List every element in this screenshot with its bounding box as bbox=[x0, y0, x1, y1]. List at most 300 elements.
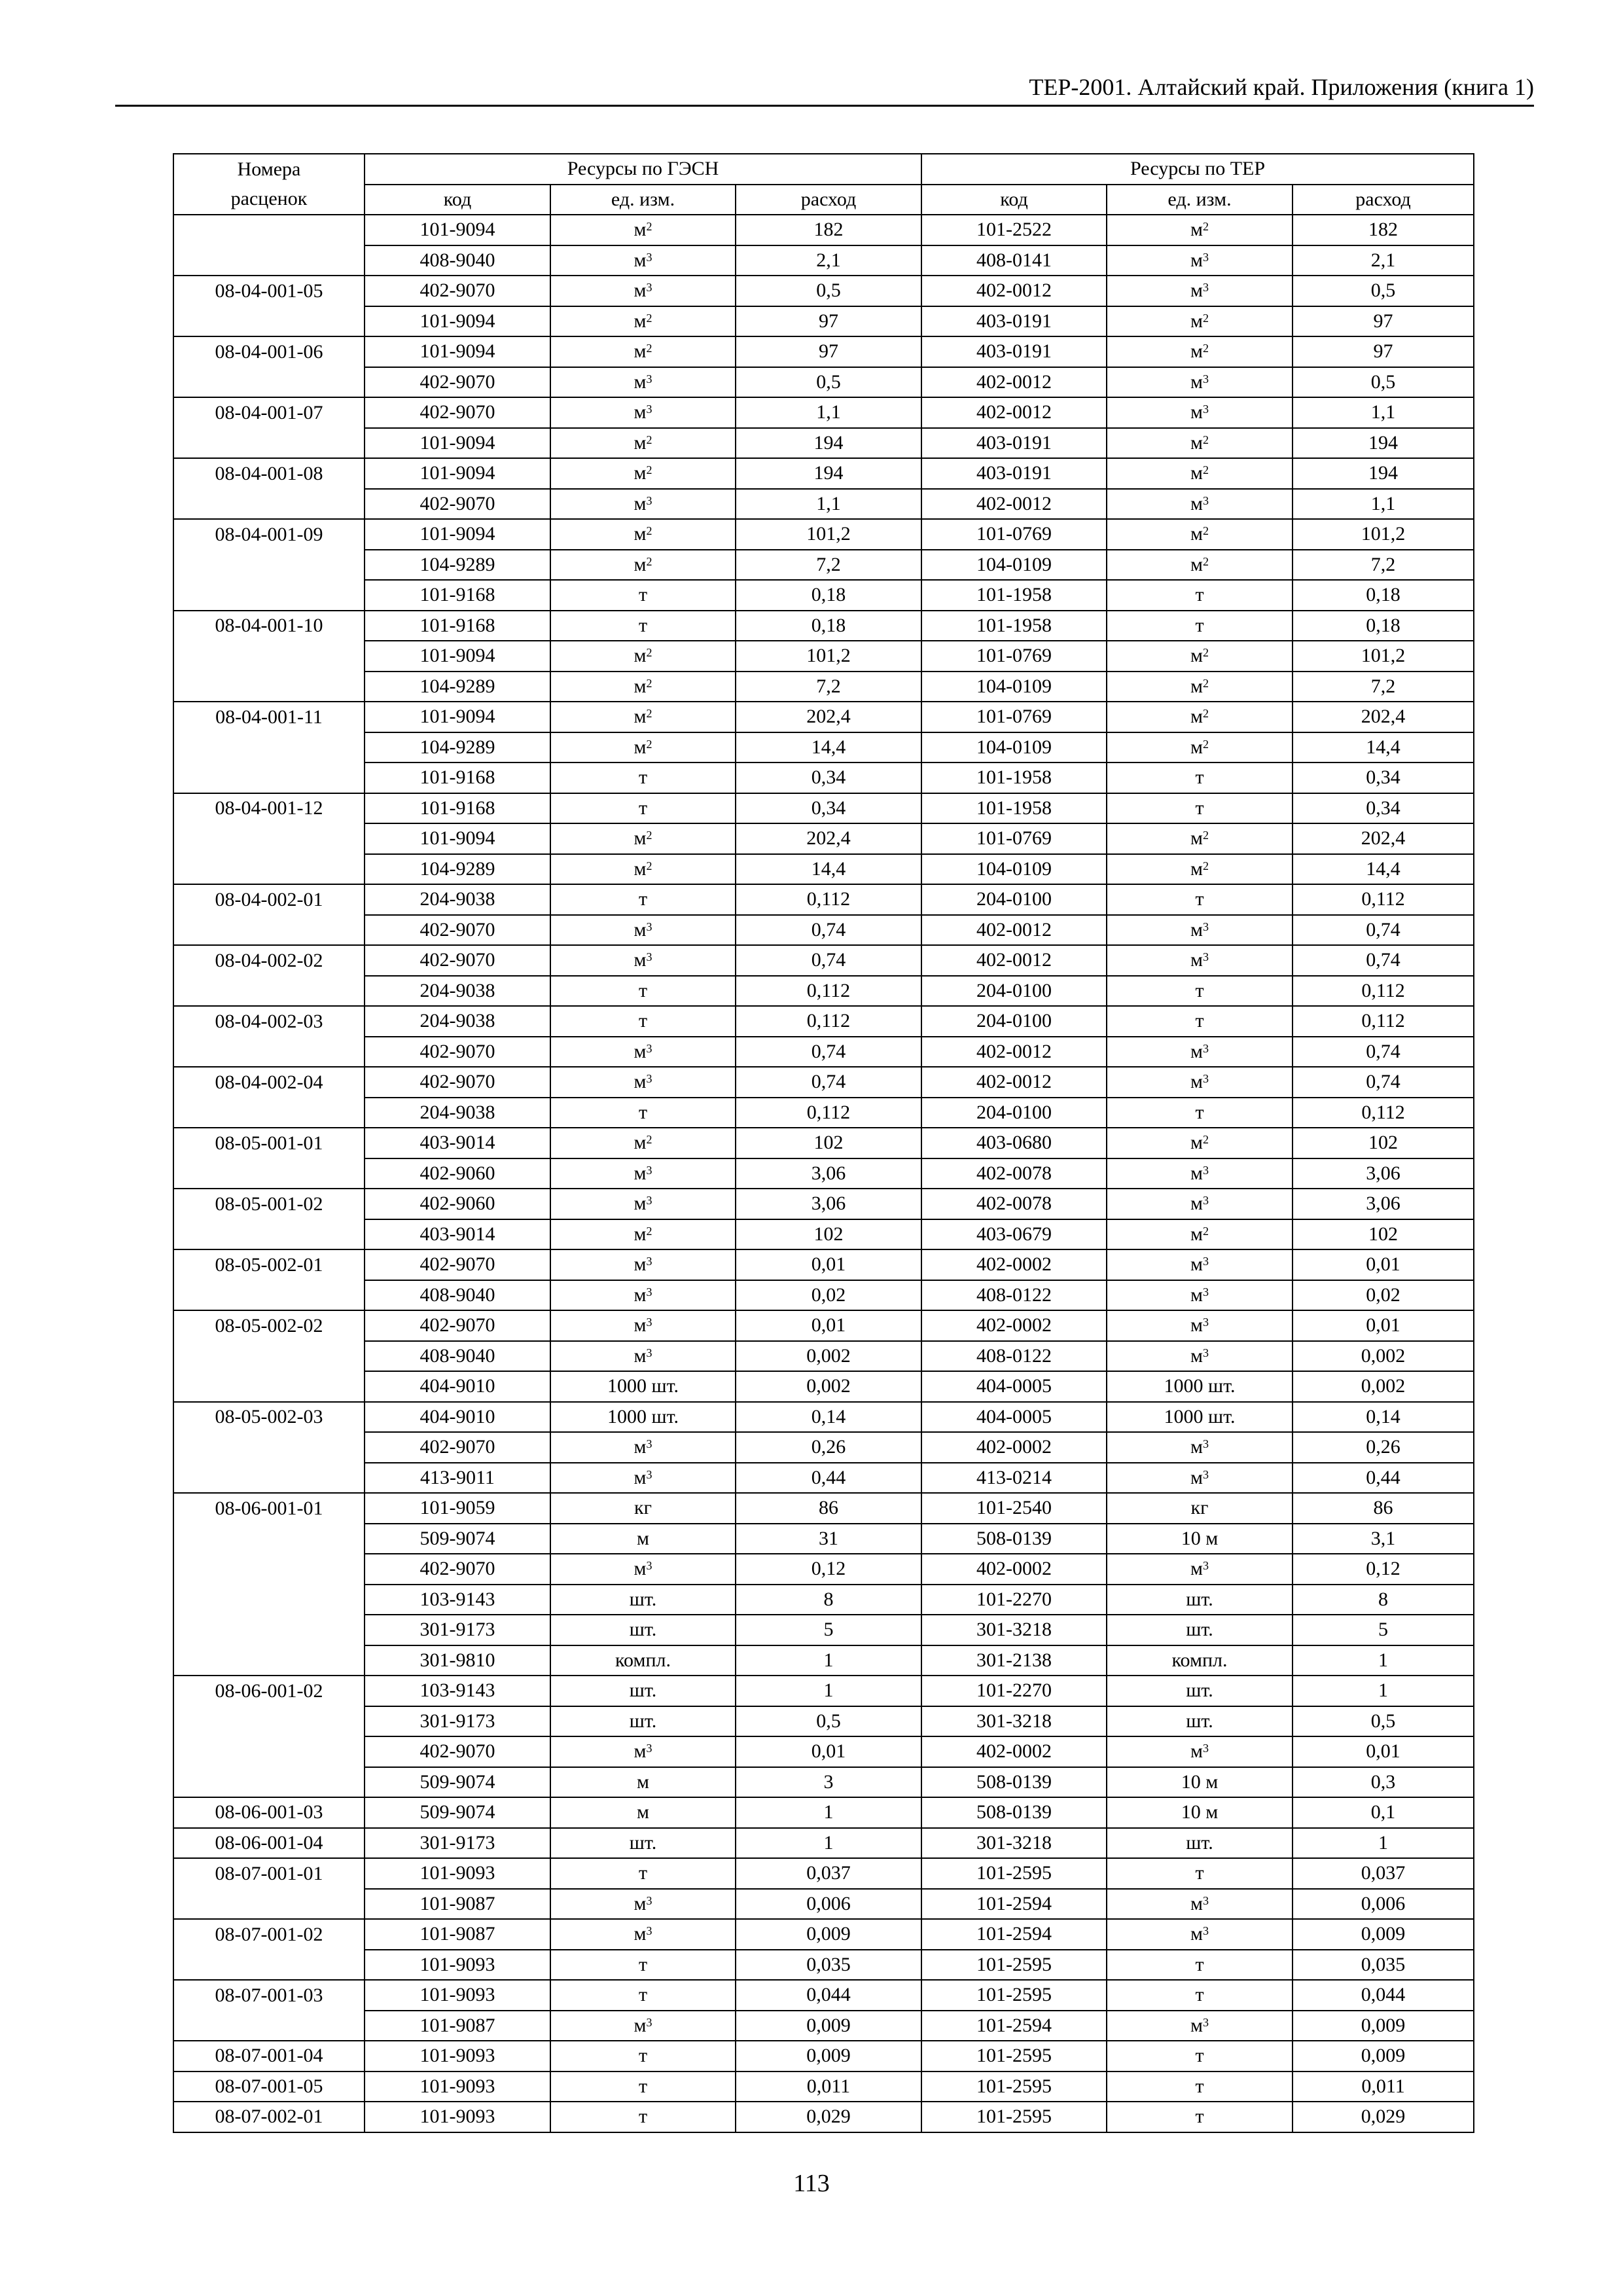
gesn-unit: $м^3$ bbox=[550, 1067, 736, 1098]
gesn-unit: $м^3$ bbox=[550, 245, 736, 276]
gesn-unit: т bbox=[550, 2102, 736, 2132]
gesn-unit: $м^3$ bbox=[550, 1158, 736, 1189]
ter-unit: компл. bbox=[1107, 1645, 1293, 1676]
gesn-code: 101-9094 bbox=[365, 336, 550, 367]
gesn-amount: 0,035 bbox=[736, 1950, 921, 1981]
ter-unit: т bbox=[1107, 1858, 1293, 1889]
gesn-unit: т bbox=[550, 2072, 736, 2102]
ter-unit: $м^3$ bbox=[1107, 1067, 1293, 1098]
gesn-amount: 0,12 bbox=[736, 1554, 921, 1585]
gesn-unit: $м^3$ bbox=[550, 945, 736, 976]
ter-amount: 0,18 bbox=[1293, 580, 1474, 611]
gesn-code: 101-9094 bbox=[365, 306, 550, 337]
gesn-amount: 0,029 bbox=[736, 2102, 921, 2132]
gesn-code: 509-9074 bbox=[365, 1797, 550, 1828]
ter-unit: $м^3$ bbox=[1107, 1037, 1293, 1067]
ter-code: 101-2594 bbox=[921, 1889, 1107, 1920]
gesn-unit: кг bbox=[550, 1493, 736, 1524]
rate-number bbox=[173, 1828, 365, 1859]
gesn-amount: 0,74 bbox=[736, 1067, 921, 1098]
table-row bbox=[173, 1858, 1474, 1889]
resources-table bbox=[173, 153, 1474, 2133]
gesn-unit: м bbox=[550, 1767, 736, 1798]
ter-code: 402-0012 bbox=[921, 489, 1107, 520]
rate-number bbox=[173, 1706, 365, 1737]
ter-unit: $м^2$ bbox=[1107, 306, 1293, 337]
gesn-unit: $м^3$ bbox=[550, 1554, 736, 1585]
ter-amount: 101,2 bbox=[1293, 519, 1474, 550]
table-row bbox=[173, 1615, 1474, 1645]
ter-unit: $м^3$ bbox=[1107, 1554, 1293, 1585]
gesn-unit: т bbox=[550, 793, 736, 824]
gesn-unit: шт. bbox=[550, 1585, 736, 1615]
table-row bbox=[173, 1310, 1474, 1341]
gesn-unit: $м^2$ bbox=[550, 672, 736, 702]
gesn-amount: 0,112 bbox=[736, 1006, 921, 1037]
rate-number bbox=[173, 1615, 365, 1645]
gesn-amount: 0,01 bbox=[736, 1310, 921, 1341]
ter-unit: $м^3$ bbox=[1107, 915, 1293, 946]
rate-number bbox=[173, 1067, 365, 1098]
ter-unit: $м^3$ bbox=[1107, 1463, 1293, 1494]
table-row bbox=[173, 306, 1474, 337]
ter-code: 101-0769 bbox=[921, 702, 1107, 732]
ter-unit: $м^3$ bbox=[1107, 1280, 1293, 1311]
gesn-amount: 0,112 bbox=[736, 976, 921, 1007]
table-row bbox=[173, 1341, 1474, 1372]
table-row bbox=[173, 336, 1474, 367]
gesn-amount: 0,5 bbox=[736, 367, 921, 398]
rate-number-text: 08-06-001-04 bbox=[215, 1831, 323, 1854]
gesn-amount: 97 bbox=[736, 336, 921, 367]
rate-number bbox=[173, 2041, 365, 2072]
header-rate-numbers-line1: Номера bbox=[237, 158, 301, 180]
table-row bbox=[173, 458, 1474, 489]
rate-number-text: 08-05-002-02 bbox=[215, 1314, 323, 1336]
gesn-code: 101-9093 bbox=[365, 2072, 550, 2102]
ter-amount: 1 bbox=[1293, 1676, 1474, 1706]
gesn-code: 402-9060 bbox=[365, 1158, 550, 1189]
gesn-unit: $м^2$ bbox=[550, 458, 736, 489]
ter-amount: 194 bbox=[1293, 428, 1474, 459]
ter-unit: шт. bbox=[1107, 1585, 1293, 1615]
rate-number bbox=[173, 2011, 365, 2041]
ter-unit: т bbox=[1107, 2102, 1293, 2132]
gesn-unit: м bbox=[550, 1797, 736, 1828]
ter-code: 101-2270 bbox=[921, 1585, 1107, 1615]
rate-number-text: 08-05-002-01 bbox=[215, 1253, 323, 1276]
ter-amount: 7,2 bbox=[1293, 672, 1474, 702]
table-row bbox=[173, 611, 1474, 641]
rate-number bbox=[173, 732, 365, 763]
gesn-code: 101-9168 bbox=[365, 793, 550, 824]
table-row bbox=[173, 1006, 1474, 1037]
ter-amount: 0,009 bbox=[1293, 2011, 1474, 2041]
ter-code: 101-2595 bbox=[921, 2072, 1107, 2102]
ter-unit: $м^2$ bbox=[1107, 823, 1293, 854]
gesn-amount: 0,74 bbox=[736, 915, 921, 946]
ter-amount: 8 bbox=[1293, 1585, 1474, 1615]
table-row bbox=[173, 1189, 1474, 1219]
ter-code: 402-0078 bbox=[921, 1189, 1107, 1219]
ter-code: 101-2595 bbox=[921, 2041, 1107, 2072]
ter-amount: 14,4 bbox=[1293, 732, 1474, 763]
gesn-code: 301-9810 bbox=[365, 1645, 550, 1676]
ter-amount: 1,1 bbox=[1293, 397, 1474, 428]
header-rate-numbers-line2: расценок bbox=[230, 188, 308, 210]
table-row bbox=[173, 823, 1474, 854]
table-row bbox=[173, 2011, 1474, 2041]
ter-amount: 5 bbox=[1293, 1615, 1474, 1645]
gesn-unit: $м^2$ bbox=[550, 215, 736, 245]
gesn-code: 408-9040 bbox=[365, 1341, 550, 1372]
gesn-code: 402-9070 bbox=[365, 915, 550, 946]
ter-unit: $м^3$ bbox=[1107, 489, 1293, 520]
rate-number-text: 08-04-002-02 bbox=[215, 949, 323, 971]
gesn-amount: 14,4 bbox=[736, 854, 921, 885]
gesn-unit: т bbox=[550, 1006, 736, 1037]
gesn-amount: 0,5 bbox=[736, 276, 921, 306]
ter-code: 402-0012 bbox=[921, 397, 1107, 428]
ter-code: 404-0005 bbox=[921, 1371, 1107, 1402]
rate-number-text: 08-04-001-06 bbox=[215, 340, 323, 363]
table-row bbox=[173, 1676, 1474, 1706]
gesn-code: 402-9070 bbox=[365, 1310, 550, 1341]
ter-amount: 0,002 bbox=[1293, 1341, 1474, 1372]
gesn-code: 101-9059 bbox=[365, 1493, 550, 1524]
table-row bbox=[173, 1128, 1474, 1158]
table-row bbox=[173, 397, 1474, 428]
ter-code: 403-0191 bbox=[921, 458, 1107, 489]
gesn-code: 402-9070 bbox=[365, 276, 550, 306]
table-row bbox=[173, 2102, 1474, 2132]
gesn-unit: $м^3$ bbox=[550, 1736, 736, 1767]
ter-code: 204-0100 bbox=[921, 1098, 1107, 1128]
page-header bbox=[115, 73, 1534, 107]
gesn-unit: $м^3$ bbox=[550, 1310, 736, 1341]
table-row bbox=[173, 1585, 1474, 1615]
header-ter-code: код bbox=[921, 185, 1107, 215]
gesn-code: 204-9038 bbox=[365, 884, 550, 915]
gesn-amount: 0,002 bbox=[736, 1371, 921, 1402]
table-row bbox=[173, 702, 1474, 732]
gesn-code: 403-9014 bbox=[365, 1219, 550, 1250]
gesn-amount: 3,06 bbox=[736, 1189, 921, 1219]
gesn-unit: т bbox=[550, 2041, 736, 2072]
rate-number-text: 08-07-002-01 bbox=[215, 2106, 323, 2128]
ter-unit: $м^2$ bbox=[1107, 732, 1293, 763]
ter-unit: $м^3$ bbox=[1107, 945, 1293, 976]
ter-code: 101-2595 bbox=[921, 1980, 1107, 2011]
gesn-amount: 97 bbox=[736, 306, 921, 337]
ter-unit: кг bbox=[1107, 1493, 1293, 1524]
table-row bbox=[173, 245, 1474, 276]
header-rate-numbers bbox=[173, 154, 365, 185]
table-row bbox=[173, 1249, 1474, 1280]
gesn-code: 408-9040 bbox=[365, 245, 550, 276]
rate-number bbox=[173, 1493, 365, 1524]
rate-number bbox=[173, 823, 365, 854]
ter-unit: $м^3$ bbox=[1107, 1189, 1293, 1219]
ter-unit: $м^2$ bbox=[1107, 458, 1293, 489]
gesn-amount: 0,34 bbox=[736, 762, 921, 793]
gesn-unit: $м^3$ bbox=[550, 1919, 736, 1950]
rate-number bbox=[173, 306, 365, 337]
gesn-amount: 0,009 bbox=[736, 2011, 921, 2041]
rate-number bbox=[173, 1432, 365, 1463]
gesn-unit: т bbox=[550, 1858, 736, 1889]
ter-amount: 0,3 bbox=[1293, 1767, 1474, 1798]
ter-code: 508-0139 bbox=[921, 1767, 1107, 1798]
ter-code: 508-0139 bbox=[921, 1524, 1107, 1554]
gesn-unit: $м^2$ bbox=[550, 641, 736, 672]
table-body bbox=[173, 215, 1474, 2132]
ter-amount: 2,1 bbox=[1293, 245, 1474, 276]
ter-code: 402-0012 bbox=[921, 276, 1107, 306]
gesn-amount: 1 bbox=[736, 1645, 921, 1676]
ter-unit: т bbox=[1107, 611, 1293, 641]
gesn-unit: $м^2$ bbox=[550, 336, 736, 367]
rate-number bbox=[173, 397, 365, 428]
gesn-code: 402-9070 bbox=[365, 1249, 550, 1280]
ter-amount: 202,4 bbox=[1293, 823, 1474, 854]
header-title: ТЕР-2001. Алтайский край. Приложения (книга 1) bbox=[1029, 74, 1534, 100]
table-row bbox=[173, 1767, 1474, 1798]
header-ter-amount: расход bbox=[1293, 185, 1474, 215]
header-ter-group: Ресурсы по ТЕР bbox=[921, 154, 1474, 185]
ter-unit: 10 м bbox=[1107, 1767, 1293, 1798]
ter-code: 403-0191 bbox=[921, 428, 1107, 459]
gesn-amount: 8 bbox=[736, 1585, 921, 1615]
gesn-amount: 102 bbox=[736, 1219, 921, 1250]
table-row bbox=[173, 1980, 1474, 2011]
gesn-unit: $м^3$ bbox=[550, 489, 736, 520]
gesn-amount: 0,009 bbox=[736, 2041, 921, 2072]
table-row bbox=[173, 1219, 1474, 1250]
gesn-unit: $м^2$ bbox=[550, 1128, 736, 1158]
gesn-unit: $м^2$ bbox=[550, 732, 736, 763]
gesn-code: 402-9060 bbox=[365, 1189, 550, 1219]
table-row bbox=[173, 580, 1474, 611]
ter-code: 301-3218 bbox=[921, 1615, 1107, 1645]
ter-amount: 0,006 bbox=[1293, 1889, 1474, 1920]
rate-number-text: 08-06-001-03 bbox=[215, 1801, 323, 1823]
gesn-unit: т bbox=[550, 976, 736, 1007]
rate-number-text: 08-04-002-03 bbox=[215, 1010, 323, 1032]
ter-code: 408-0122 bbox=[921, 1280, 1107, 1311]
gesn-code: 408-9040 bbox=[365, 1280, 550, 1311]
rate-number bbox=[173, 2072, 365, 2102]
gesn-code: 402-9070 bbox=[365, 489, 550, 520]
header-rate-numbers-2 bbox=[173, 185, 365, 215]
rate-number bbox=[173, 915, 365, 946]
table-row bbox=[173, 276, 1474, 306]
table-row bbox=[173, 1432, 1474, 1463]
gesn-code: 402-9070 bbox=[365, 1067, 550, 1098]
gesn-code: 204-9038 bbox=[365, 976, 550, 1007]
gesn-code: 101-9094 bbox=[365, 215, 550, 245]
rate-number bbox=[173, 1950, 365, 1981]
ter-amount: 0,74 bbox=[1293, 915, 1474, 946]
table-row bbox=[173, 367, 1474, 398]
rate-number bbox=[173, 336, 365, 367]
ter-amount: 0,044 bbox=[1293, 1980, 1474, 2011]
gesn-code: 101-9087 bbox=[365, 1889, 550, 1920]
ter-unit: $м^2$ bbox=[1107, 215, 1293, 245]
gesn-unit: шт. bbox=[550, 1828, 736, 1859]
ter-code: 204-0100 bbox=[921, 976, 1107, 1007]
ter-amount: 0,02 bbox=[1293, 1280, 1474, 1311]
gesn-amount: 101,2 bbox=[736, 519, 921, 550]
page-number: 113 bbox=[793, 2170, 830, 2197]
gesn-amount: 101,2 bbox=[736, 641, 921, 672]
table-row bbox=[173, 1037, 1474, 1067]
ter-amount: 0,01 bbox=[1293, 1310, 1474, 1341]
ter-code: 101-0769 bbox=[921, 823, 1107, 854]
ter-unit: т bbox=[1107, 1006, 1293, 1037]
ter-unit: $м^3$ bbox=[1107, 1310, 1293, 1341]
rate-number bbox=[173, 519, 365, 550]
rate-number-text: 08-04-001-09 bbox=[215, 523, 323, 545]
gesn-code: 101-9087 bbox=[365, 2011, 550, 2041]
gesn-amount: 202,4 bbox=[736, 702, 921, 732]
ter-amount: 97 bbox=[1293, 336, 1474, 367]
rate-number bbox=[173, 1524, 365, 1554]
ter-code: 104-0109 bbox=[921, 550, 1107, 581]
ter-code: 204-0100 bbox=[921, 1006, 1107, 1037]
ter-unit: $м^3$ bbox=[1107, 1158, 1293, 1189]
ter-amount: 0,14 bbox=[1293, 1402, 1474, 1433]
ter-amount: 0,112 bbox=[1293, 976, 1474, 1007]
ter-code: 101-2522 bbox=[921, 215, 1107, 245]
gesn-amount: 0,002 bbox=[736, 1341, 921, 1372]
ter-code: 402-0012 bbox=[921, 1067, 1107, 1098]
table-row bbox=[173, 915, 1474, 946]
ter-unit: 1000 шт. bbox=[1107, 1371, 1293, 1402]
ter-unit: т bbox=[1107, 1950, 1293, 1981]
rate-number bbox=[173, 2102, 365, 2132]
rate-number bbox=[173, 1919, 365, 1950]
rate-number bbox=[173, 1006, 365, 1037]
ter-code: 301-2138 bbox=[921, 1645, 1107, 1676]
gesn-unit: т bbox=[550, 1098, 736, 1128]
rate-number bbox=[173, 1585, 365, 1615]
ter-amount: 101,2 bbox=[1293, 641, 1474, 672]
gesn-amount: 5 bbox=[736, 1615, 921, 1645]
gesn-unit: компл. bbox=[550, 1645, 736, 1676]
ter-amount: 202,4 bbox=[1293, 702, 1474, 732]
ter-amount: 0,112 bbox=[1293, 884, 1474, 915]
gesn-amount: 0,112 bbox=[736, 1098, 921, 1128]
gesn-unit: т bbox=[550, 1950, 736, 1981]
header-gesn-amount: расход bbox=[736, 185, 921, 215]
gesn-code: 101-9094 bbox=[365, 702, 550, 732]
gesn-amount: 0,26 bbox=[736, 1432, 921, 1463]
gesn-code: 402-9070 bbox=[365, 367, 550, 398]
rate-number bbox=[173, 458, 365, 489]
ter-unit: $м^2$ bbox=[1107, 641, 1293, 672]
table-row bbox=[173, 732, 1474, 763]
gesn-unit: шт. bbox=[550, 1676, 736, 1706]
rate-number bbox=[173, 1858, 365, 1889]
ter-amount: 0,029 bbox=[1293, 2102, 1474, 2132]
rate-number-text: 08-04-001-05 bbox=[215, 279, 323, 302]
gesn-code: 101-9094 bbox=[365, 641, 550, 672]
gesn-code: 101-9094 bbox=[365, 428, 550, 459]
ter-code: 402-0012 bbox=[921, 1037, 1107, 1067]
table-row bbox=[173, 215, 1474, 245]
ter-unit: $м^2$ bbox=[1107, 519, 1293, 550]
gesn-code: 509-9074 bbox=[365, 1524, 550, 1554]
table-row bbox=[173, 1645, 1474, 1676]
ter-amount: 0,037 bbox=[1293, 1858, 1474, 1889]
rate-number bbox=[173, 550, 365, 581]
rate-number bbox=[173, 1463, 365, 1494]
gesn-code: 101-9087 bbox=[365, 1919, 550, 1950]
gesn-amount: 0,044 bbox=[736, 1980, 921, 2011]
ter-code: 301-3218 bbox=[921, 1706, 1107, 1737]
ter-amount: 7,2 bbox=[1293, 550, 1474, 581]
ter-unit: $м^3$ bbox=[1107, 2011, 1293, 2041]
table-row bbox=[173, 1554, 1474, 1585]
rate-number bbox=[173, 245, 365, 276]
ter-amount: 1,1 bbox=[1293, 489, 1474, 520]
gesn-amount: 0,18 bbox=[736, 580, 921, 611]
rate-number bbox=[173, 1371, 365, 1402]
ter-unit: $м^3$ bbox=[1107, 1249, 1293, 1280]
ter-code: 403-0680 bbox=[921, 1128, 1107, 1158]
ter-amount: 0,01 bbox=[1293, 1249, 1474, 1280]
table-row bbox=[173, 2072, 1474, 2102]
rate-number bbox=[173, 1280, 365, 1311]
table-row bbox=[173, 550, 1474, 581]
header-gesn-group: Ресурсы по ГЭСН bbox=[365, 154, 921, 185]
ter-unit: т bbox=[1107, 793, 1293, 824]
gesn-unit: т bbox=[550, 1980, 736, 2011]
gesn-code: 509-9074 bbox=[365, 1767, 550, 1798]
rate-number bbox=[173, 1249, 365, 1280]
ter-unit: $м^2$ bbox=[1107, 1128, 1293, 1158]
rate-number bbox=[173, 1128, 365, 1158]
rate-number bbox=[173, 276, 365, 306]
rate-number-text: 08-06-001-02 bbox=[215, 1679, 323, 1702]
rate-number-text: 08-06-001-01 bbox=[215, 1497, 323, 1519]
gesn-unit: $м^2$ bbox=[550, 519, 736, 550]
ter-code: 413-0214 bbox=[921, 1463, 1107, 1494]
gesn-unit: $м^3$ bbox=[550, 1341, 736, 1372]
table-row bbox=[173, 489, 1474, 520]
gesn-unit: 1000 шт. bbox=[550, 1371, 736, 1402]
ter-code: 402-0012 bbox=[921, 945, 1107, 976]
rate-number bbox=[173, 215, 365, 245]
ter-code: 104-0109 bbox=[921, 854, 1107, 885]
gesn-code: 402-9070 bbox=[365, 1037, 550, 1067]
ter-code: 101-2595 bbox=[921, 1858, 1107, 1889]
gesn-unit: $м^2$ bbox=[550, 702, 736, 732]
gesn-code: 402-9070 bbox=[365, 1554, 550, 1585]
ter-amount: 0,009 bbox=[1293, 1919, 1474, 1950]
gesn-unit: $м^3$ bbox=[550, 915, 736, 946]
gesn-unit: $м^3$ bbox=[550, 276, 736, 306]
ter-unit: шт. bbox=[1107, 1706, 1293, 1737]
rate-number bbox=[173, 1676, 365, 1706]
gesn-code: 101-9093 bbox=[365, 2102, 550, 2132]
gesn-amount: 1,1 bbox=[736, 397, 921, 428]
ter-unit: $м^3$ bbox=[1107, 1432, 1293, 1463]
ter-unit: $м^3$ bbox=[1107, 1736, 1293, 1767]
rate-number bbox=[173, 1645, 365, 1676]
table-row bbox=[173, 672, 1474, 702]
